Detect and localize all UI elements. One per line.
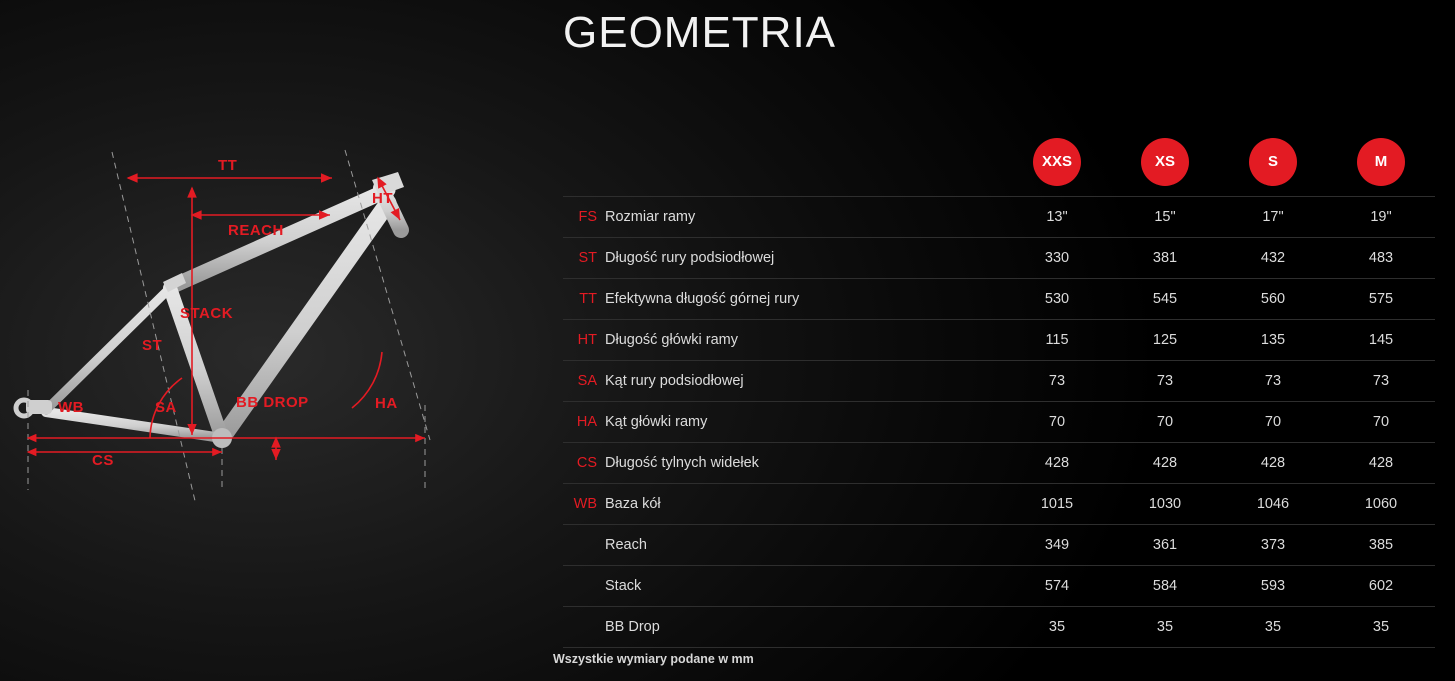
table-header-row [563,128,1435,197]
cell-value: 574 [1044,578,1070,594]
cell-value: 70 [1048,414,1066,430]
cell-value: 1046 [1256,496,1290,512]
table-row [563,238,1435,279]
cell-value: 373 [1260,537,1286,553]
row-abbr: FS [578,209,597,225]
row-abbr: CS [576,455,597,471]
units-footnote: Wszystkie wymiary podane w mm [553,652,754,666]
frame-geometry-diagram [0,60,540,620]
label-ha: HA [375,395,398,412]
row-label: Stack [605,578,642,594]
size-badge: XXS [1033,138,1081,186]
cell-value: 428 [1368,455,1394,471]
row-label: Kąt główki ramy [605,414,708,430]
row-abbr: WB [573,496,597,512]
label-st: ST [142,337,163,354]
header-spacer [563,128,1003,197]
row-abbr: HA [576,414,597,430]
size-column-xxs [1003,128,1111,197]
label-tt: TT [218,157,238,174]
cell-value: 1030 [1148,496,1182,512]
table-row [563,361,1435,402]
table-row [563,279,1435,320]
cell-value: 145 [1368,332,1394,348]
table-row [563,525,1435,566]
label-bbdrop: BB DROP [236,394,309,411]
table-row [563,320,1435,361]
size-column-xs [1111,128,1219,197]
cell-value: 428 [1260,455,1286,471]
cell-value: 70 [1372,414,1390,430]
table-row [563,484,1435,525]
cell-value: 385 [1368,537,1394,553]
cell-value: 428 [1044,455,1070,471]
label-wb: WB [58,399,84,416]
cell-value: 432 [1260,250,1286,266]
row-label: Długość tylnych widełek [605,455,759,471]
rear-dropout [16,400,52,416]
size-column-m [1327,128,1435,197]
row-label: Długość główki ramy [605,332,738,348]
row-label: Kąt rury podsiodłowej [605,373,744,389]
table-row [563,607,1435,648]
label-ht: HT [372,190,393,207]
cell-value: 35 [1156,619,1174,635]
cell-value: 483 [1368,250,1394,266]
label-reach: REACH [228,222,284,239]
cell-value: 115 [1045,332,1069,348]
table-row [563,402,1435,443]
row-label: BB Drop [605,619,660,635]
cell-value: 35 [1372,619,1390,635]
table-row [563,566,1435,607]
cell-value: 575 [1368,291,1394,307]
cell-value: 1015 [1040,496,1074,512]
row-abbr: TT [579,291,597,307]
table-row [563,197,1435,238]
geometry-table [563,128,1435,648]
cell-value: 560 [1260,291,1286,307]
cell-value: 70 [1264,414,1282,430]
row-label: Rozmiar ramy [605,209,696,225]
cell-value: 15" [1154,209,1176,225]
cell-value: 602 [1368,578,1394,594]
cell-value: 135 [1260,332,1286,348]
size-column-s [1219,128,1327,197]
row-label: Długość rury podsiodłowej [605,250,775,266]
cell-value: 125 [1152,332,1178,348]
cell-value: 349 [1044,537,1070,553]
label-stack: STACK [180,305,234,322]
geometry-table-wrap [563,128,1435,648]
cell-value: 361 [1152,537,1178,553]
label-cs: CS [92,452,114,469]
cell-value: 70 [1156,414,1174,430]
table-row [563,443,1435,484]
cell-value: 584 [1152,578,1178,594]
row-abbr: HT [577,332,597,348]
row-label: Efektywna długość górnej rury [605,291,800,307]
cell-value: 381 [1152,250,1178,266]
page-title: GEOMETRIA [563,8,837,57]
cell-value: 17" [1262,209,1284,225]
cell-value: 73 [1264,373,1282,389]
cell-value: 73 [1156,373,1174,389]
label-sa: SA [155,399,177,416]
cell-value: 35 [1048,619,1066,635]
cell-value: 428 [1152,455,1178,471]
row-abbr: ST [578,250,597,266]
cell-value: 19" [1370,209,1392,225]
cell-value: 35 [1264,619,1282,635]
cell-value: 545 [1152,291,1178,307]
cell-value: 73 [1048,373,1066,389]
row-abbr: SA [577,373,597,389]
cell-value: 1060 [1364,496,1398,512]
cell-value: 330 [1044,250,1070,266]
row-label: Baza kół [605,496,661,512]
row-label: Reach [605,537,647,553]
cell-value: 593 [1260,578,1286,594]
size-badge: S [1249,138,1297,186]
cell-value: 73 [1372,373,1390,389]
cell-value: 530 [1044,291,1070,307]
size-badge: XS [1141,138,1189,186]
cell-value: 13" [1046,209,1068,225]
size-badge: M [1357,138,1405,186]
